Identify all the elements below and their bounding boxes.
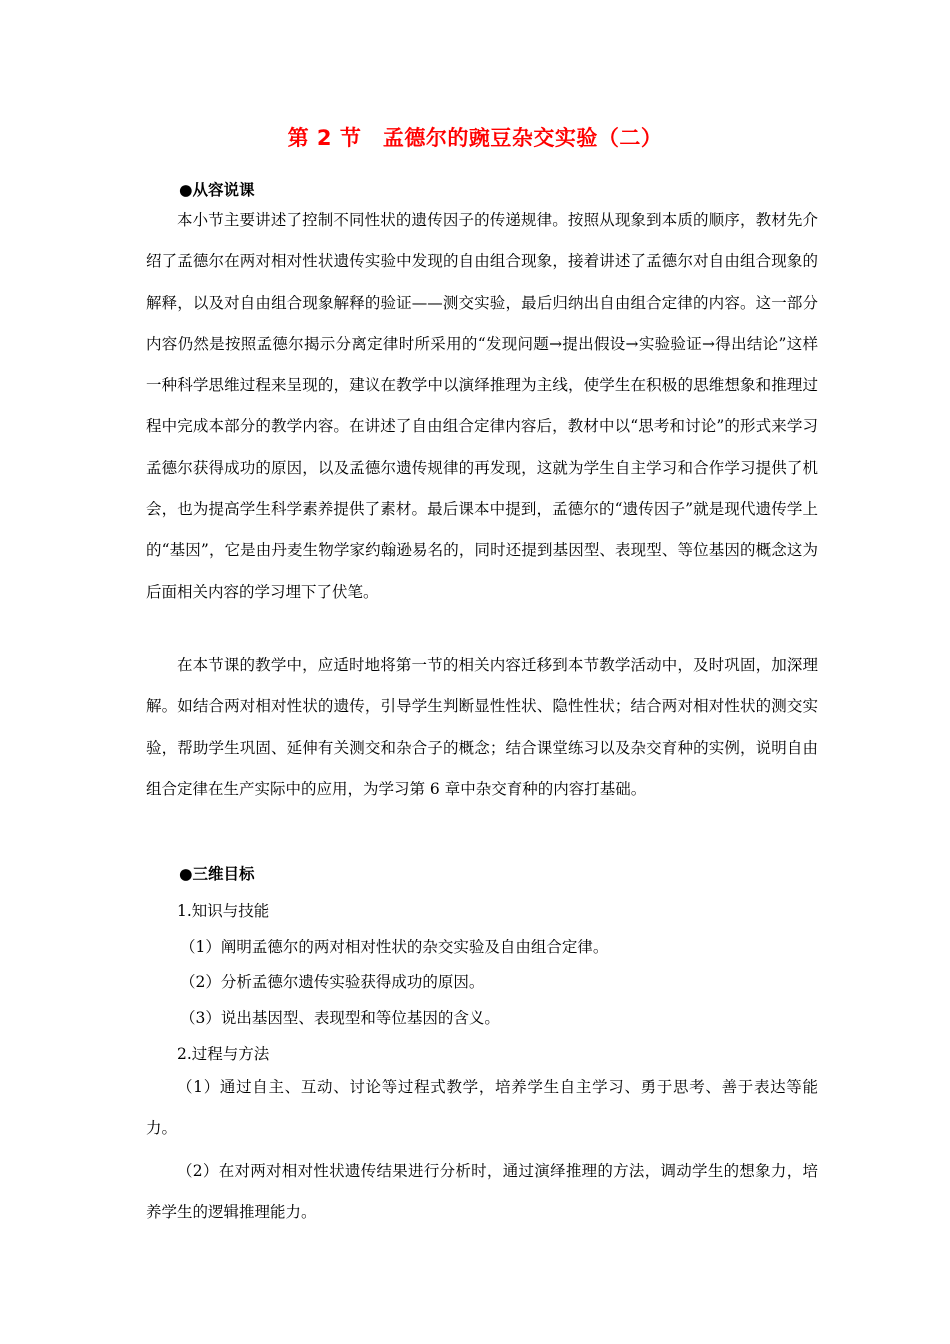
list-item: （2）分析孟德尔遗传实验获得成功的原因。 — [180, 973, 485, 991]
paragraph: 本小节主要讲述了控制不同性状的遗传因子的传递规律。按照从现象到本质的顺序，教材先介绍了孟德尔在两对相对性状遗传实验中发现的自由组合现象，接着讲述了孟德尔对自由组合现象的解释，以及对自由组合现象解释的验证——测交实验，最后归纳出自由组合定律的内容。这一部分内容仍然是按照孟德尔揭示分离定律时所采用的“发现问题→提出假设→实验验证→得出结论”这样一种科学思维过程来呈现的，建议在教学中以演绎推理为主线，使学生在积极的思维想象和推理过程中完成本部分的教学内容。在讲述了自由组合定律内容后，教材中以“思考和讨论”的形式来学习孟德尔获得成功的原因，以及孟德尔遗传规律的再发现，这就为学生自主学习和合作学习提供了机会，也为提高学生科学素养提供了素材。最后课本中提到，孟德尔的“遗传因子”就是现代遗传学上的“基因”，它是由丹麦生物学家约翰逊易名的，同时还提到基因型、表现型、等位基因的概念这为后面相关内容的学习埋下了伏笔。 — [146, 211, 818, 601]
page-title: 第 2 节 孟德尔的豌豆杂交实验（二） — [287, 126, 663, 150]
list-item: （1）阐明孟德尔的两对相对性状的杂交实验及自由组合定律。 — [180, 938, 609, 956]
list-item: （2）在对两对相对性状遗传结果进行分析时，通过演绎推理的方法，调动学生的想象力，培养学生的逻辑推理能力。 — [146, 1162, 818, 1222]
subsection-title: 1.知识与技能 — [177, 902, 270, 920]
section-heading-shuoke: ●从容说课 — [179, 181, 255, 199]
list-item: （3）说出基因型、表现型和等位基因的含义。 — [180, 1009, 500, 1027]
section-heading-goals: ●三维目标 — [179, 865, 255, 883]
paragraph: 在本节课的教学中，应适时地将第一节的相关内容迁移到本节教学活动中，及时巩固，加深理解。如结合两对相对性状的遗传，引导学生判断显性性状、隐性性状；结合两对相对性状的测交实验，帮助学生巩固、延伸有关测交和杂合子的概念；结合课堂练习以及杂交育种的实例，说明自由组合定律在生产实际中的应用，为学习第 6 章中杂交育种的内容打基础。 — [146, 656, 818, 798]
subsection-title: 2.过程与方法 — [177, 1045, 270, 1063]
list-item: （1）通过自主、互动、讨论等过程式教学，培养学生自主学习、勇于思考、善于表达等能力。 — [146, 1078, 818, 1138]
